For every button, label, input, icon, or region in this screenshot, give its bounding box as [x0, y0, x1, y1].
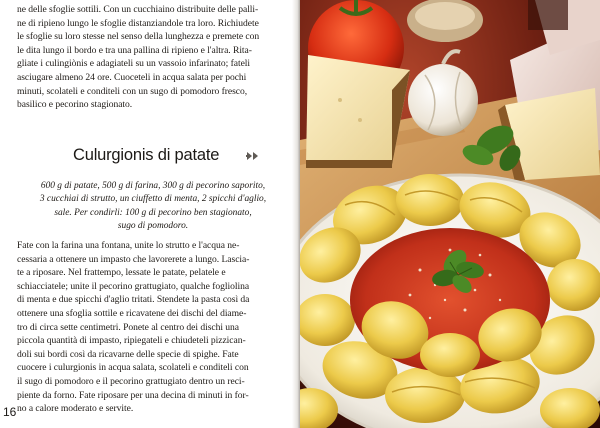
- recipe-photo: [300, 0, 600, 428]
- text-line: di menta e due spicchi d'aglio tritati. Stendete la pasta così da: [17, 294, 250, 306]
- paragraph-top: [17, 3, 284, 112]
- text-line: le dita lungo il bordo e tra una pallina di ripieno e l'altra. Rita-: [17, 44, 252, 56]
- text-line: minuti, scolateli e conditeli con un sugo di pomodoro fresco,: [17, 85, 248, 97]
- double-chevron-right-icon: [246, 151, 260, 161]
- ingredients-line: 3 cucchiai di strutto, un ciuffetto di menta, 2 spicchi d'aglio,: [39, 194, 267, 205]
- text-line: Fate con la farina una fontana, unite lo strutto e l'acqua ne-: [17, 240, 240, 251]
- text-line: te a riposare. Nel frattempo, lessate le patate, pelatele e: [17, 267, 226, 279]
- recipe-title: Culurgionis di patate: [73, 146, 220, 164]
- ingredients-list: [27, 180, 279, 234]
- text-line: le sfoglie su loro stesse nel senso della lunghezza e premete con: [17, 31, 260, 43]
- text-line: ottenere una sfoglia sottile e ricavatene dei dischi del diame-: [17, 307, 247, 319]
- text-line: no a calore moderato e servite.: [17, 403, 134, 415]
- text-line: cessaria a ottenere un impasto che lavorerete a lungo. Lascia-: [17, 253, 250, 265]
- text-line: piccola quantità di impasto, ripiegateli e chiudeteli pizzican-: [17, 335, 246, 347]
- text-line: cuocere i culurgionis in acqua salata, scolateli e conditeli con: [17, 362, 249, 374]
- text-line: il sugo di pomodoro e il pecorino grattugiato dentro un reci-: [17, 375, 245, 387]
- text-line: asciugare almeno 24 ore. Cuoceteli in acqua salata per pochi: [17, 71, 247, 83]
- text-line: ne di ripieno lungo le sfoglie distanziandole tra loro. Richiudete: [17, 17, 259, 29]
- ingredients-line: sugo di pomodoro.: [117, 221, 189, 232]
- ingredients-line: 600 g di patate, 500 g di farina, 300 g di pecorino saporito,: [40, 181, 266, 191]
- text-line: piente da forno. Fate riposare per una decina di minuti in for-: [17, 389, 249, 401]
- paragraph-bottom: [17, 239, 284, 416]
- text-line: gliate i culingiònis e adagiateli su un vassoio infarinato; fateli: [17, 58, 251, 70]
- text-line: basilico e pecorino stagionato.: [17, 99, 133, 111]
- left-page: [0, 0, 298, 428]
- text-line: tro di circa sette centimetri. Ponete al centro dei dischi una: [17, 321, 240, 333]
- text-line: schiacciatele; unite il pecorino grattugiato, qualche fogliolina: [17, 280, 250, 292]
- ingredients-line: sale. Per condirli: 100 g di pecorino ben stagionato,: [54, 207, 252, 218]
- page-number: 16: [3, 405, 17, 419]
- text-line: ne delle sfoglie sottili. Con un cucchiaino distribuite delle palli-: [17, 4, 259, 15]
- text-line: doli sui bordi così da ricavarne delle specie di spighe. Fate: [17, 348, 239, 360]
